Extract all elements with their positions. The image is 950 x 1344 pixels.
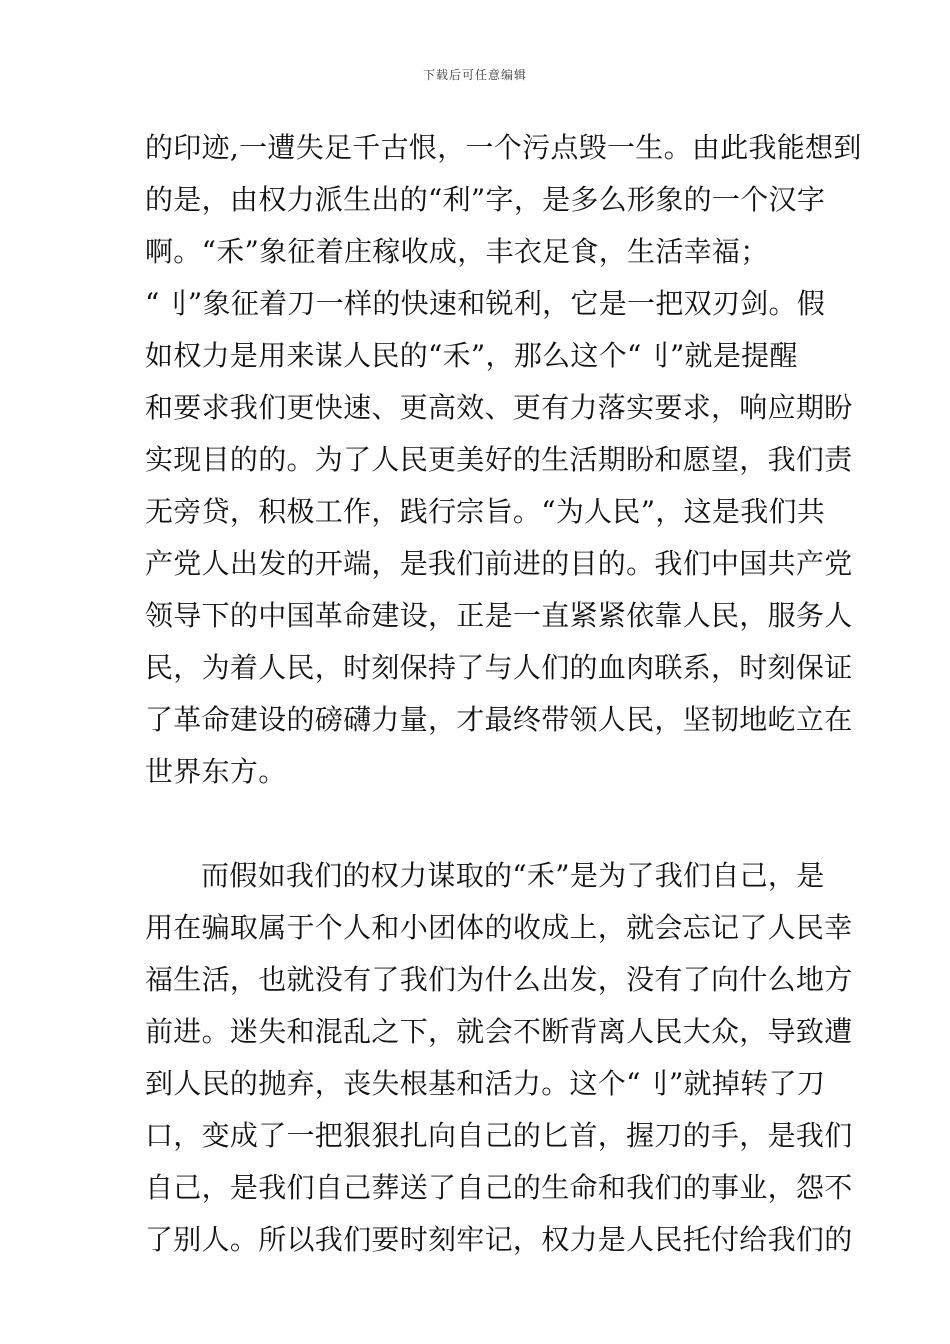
text-line: 福生活，也就没有了我们为什么出发，没有了向什么地方 <box>145 963 853 996</box>
text-line: 了别人。所以我们要时刻牢记，权力是人民托付给我们的 <box>145 1223 853 1256</box>
paragraph-2 <box>145 850 853 1266</box>
text-line: 口，变成了一把狠狠扎向自己的匕首，握刀的手，是我们 <box>145 1119 853 1152</box>
text-line: 到人民的抛弃，丧失根基和活力。这个“刂”就掉转了刀 <box>145 1067 826 1100</box>
text-line: “刂”象征着刀一样的快速和锐利，它是一把双刃剑。假 <box>145 287 826 320</box>
text-line: 实现目的的。为了人民更美好的生活期盼和愿望，我们责 <box>145 443 853 476</box>
text-line: 世界东方。 <box>145 755 287 788</box>
header-note: 下载后可任意编辑 <box>422 68 527 82</box>
text-line: 而假如我们的权力谋取的“禾”是为了我们自己，是 <box>201 859 825 892</box>
text-line: 领导下的中国革命建设，正是一直紧紧依靠人民，服务人 <box>145 599 853 632</box>
text-line: 的是，由权力派生出的“利”字，是多么形象的一个汉字 <box>145 183 826 216</box>
paragraph-1 <box>145 122 862 798</box>
text-line: 自己，是我们自己葬送了自己的生命和我们的事业，怨不 <box>145 1171 853 1204</box>
text-line: 产党人出发的开端，是我们前进的目的。我们中国共产党 <box>145 547 853 580</box>
text-line: 的印迹,一遭失足千古恨，一个污点毁一生。由此我能想到 <box>145 131 862 164</box>
text-line: 用在骗取属于个人和小团体的收成上，就会忘记了人民幸 <box>145 911 853 944</box>
text-line: 前进。迷失和混乱之下，就会不断背离人民大众，导致遭 <box>145 1015 853 1048</box>
body-text <box>145 122 862 1266</box>
text-line: 啊。“禾”象征着庄稼收成，丰衣足食，生活幸福； <box>145 235 769 268</box>
text-line: 和要求我们更快速、更高效、更有力落实要求，响应期盼 <box>145 391 853 424</box>
text-line: 无旁贷，积极工作，践行宗旨。“为人民”，这是我们共 <box>145 495 826 528</box>
text-line: 如权力是用来谋人民的“禾”，那么这个“刂”就是提醒 <box>145 339 798 372</box>
paragraph-gap <box>145 798 807 850</box>
text-line: 了革命建设的磅礴力量，才最终带领人民，坚韧地屹立在 <box>145 703 853 736</box>
text-line: 民，为着人民，时刻保持了与人们的血肉联系，时刻保证 <box>145 651 853 684</box>
